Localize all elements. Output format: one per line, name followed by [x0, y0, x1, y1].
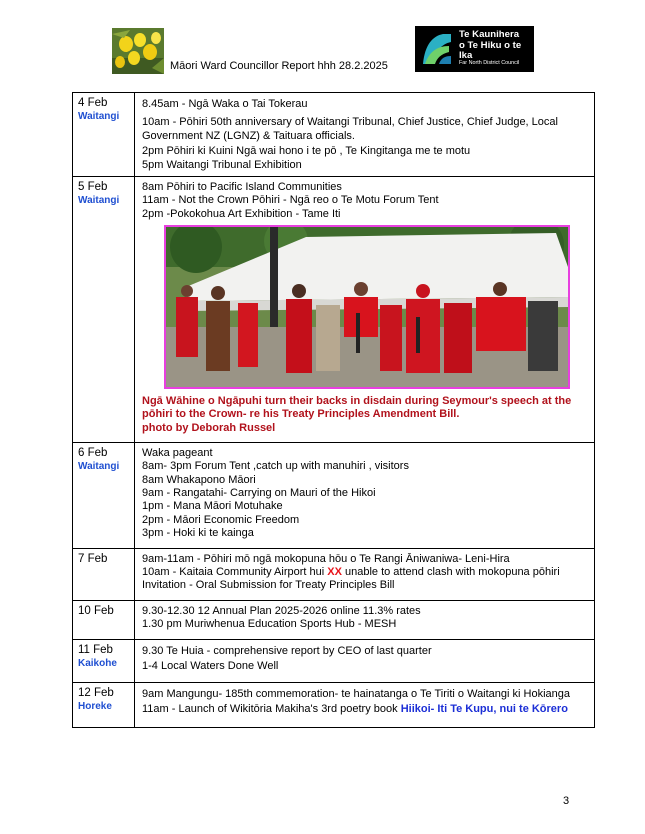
- activity-line: 5pm Waitangi Tribunal Exhibition: [142, 159, 302, 172]
- table-row: [73, 682, 595, 727]
- schedule-table: [72, 92, 595, 728]
- activity-line: 11am - Not the Crown Pōhiri - Ngā reo o Te Motu Forum Tent: [142, 194, 439, 207]
- date-label: 10 Feb: [78, 604, 114, 617]
- activity-line: 8.45am - Ngā Waka o Tai Tokerau: [142, 98, 308, 110]
- place-label: Waitangi: [78, 111, 120, 123]
- activity-cell: [135, 548, 595, 600]
- activity-line: 11am - Launch of Wikitōria Makiha's 3rd poetry book Hiikoi- Iti Te Kupu, nui te Kōrero: [142, 703, 568, 716]
- council-emblem-icon: [419, 30, 455, 68]
- date-cell: [73, 682, 135, 727]
- activity-line: 9am Mangungu- 185th commemoration- te hainatanga o Te Tiriti o Waitangi ki Hokianga: [142, 687, 571, 700]
- table-row: [73, 600, 595, 639]
- activity-line: 1pm - Mana Māori Motuhake: [142, 500, 283, 513]
- report-title: Māori Ward Councillor Report hhh 28.2.2025: [170, 60, 388, 72]
- activity-line: Waka pageant: [142, 446, 213, 459]
- table-row: [73, 548, 595, 600]
- activity-cell: [135, 639, 595, 682]
- activity-line: 10am - Kaitaia Community Airport hui XX unable to attend clash with mokopuna pōhiri: [142, 566, 560, 579]
- activity-cell: [135, 600, 595, 639]
- place-label: Waitangi: [78, 461, 120, 473]
- activity-line: 10am - Pōhiri 50th anniversary of Waitangi Tribunal, Chief Justice, Chief Judge, Local Government NZ (LGNZ) & Taituara officials.: [142, 115, 558, 143]
- date-cell: [73, 639, 135, 682]
- activity-line: 8am Pōhiri to Pacific Island Communities: [142, 180, 342, 193]
- table-row: [73, 93, 595, 177]
- council-logo-subtitle: Far North District Council: [459, 60, 520, 66]
- activity-line: 3pm - Hoki ki te kainga: [142, 527, 254, 540]
- date-label: 11 Feb: [78, 643, 113, 656]
- activity-line: 1-4 Local Waters Done Well: [142, 660, 279, 673]
- date-cell: [73, 442, 135, 548]
- date-label: 4 Feb: [78, 97, 108, 109]
- event-photo: [164, 225, 570, 389]
- activity-line: 2pm -Pokokohua Art Exhibition - Tame Iti: [142, 207, 341, 220]
- activity-line: 9.30-12.30 12 Annual Plan 2025-2026 online 11.3% rates: [142, 604, 421, 617]
- activity-cell: [135, 176, 595, 442]
- photo-caption: Ngā Wāhine o Ngāpuhi turn their backs in disdain during Seymour's speech at the pōhiri to the Crown- re his Treaty Principles Amendment Bill. photo by Deborah Russel: [142, 395, 572, 434]
- activity-cell: [135, 442, 595, 548]
- council-logo-text: Te Kaunihera o Te Hiku o te Ika: [459, 29, 522, 61]
- activity-line: 2pm - Māori Economic Freedom: [142, 513, 300, 526]
- date-cell: [73, 548, 135, 600]
- date-cell: [73, 93, 135, 177]
- activity-cell: [135, 93, 595, 177]
- table-row: [73, 176, 595, 442]
- table-row: [73, 442, 595, 548]
- date-cell: [73, 600, 135, 639]
- page-number: 3: [563, 795, 570, 807]
- place-label: Horeke: [78, 701, 112, 713]
- activity-line: 9am-11am - Pōhiri mō ngā mokopuna hōu o Te Rangi Āniwaniwa- Leni-Hira: [142, 552, 510, 565]
- activity-line: 1.30 pm Muriwhenua Education Sports Hub - MESH: [142, 618, 397, 631]
- book-title: Hiikoi- Iti Te Kupu, nui te Kōrero: [400, 703, 568, 716]
- date-cell: [73, 176, 135, 442]
- date-label: 12 Feb: [78, 686, 114, 699]
- photo-credit: photo by Deborah Russel: [142, 421, 276, 434]
- place-label: Waitangi: [78, 195, 120, 207]
- activity-line: 8am Whakapono Māori: [142, 473, 256, 486]
- date-label: 6 Feb: [78, 446, 108, 459]
- highlight-flag: XX: [327, 566, 342, 579]
- activity-line: 9am - Rangatahi- Carrying on Mauri of the Hikoi: [142, 487, 376, 500]
- activity-line: Invitation - Oral Submission for Treaty Principles Bill: [142, 579, 395, 592]
- place-label: Kaikohe: [78, 658, 117, 670]
- table-row: [73, 639, 595, 682]
- kowhai-flower-image: [112, 28, 164, 74]
- date-label: 7 Feb: [78, 552, 108, 565]
- activity-line: 2pm Pōhiri ki Kuini Ngā wai hono i te pō , Te Kingitanga me te motu: [142, 144, 471, 157]
- council-logo: [415, 26, 534, 72]
- activity-cell: [135, 682, 595, 727]
- activity-line: 9.30 Te Huia - comprehensive report by CEO of last quarter: [142, 644, 432, 657]
- date-label: 5 Feb: [78, 180, 108, 193]
- activity-line: 8am- 3pm Forum Tent ,catch up with manuhiri , visitors: [142, 460, 409, 473]
